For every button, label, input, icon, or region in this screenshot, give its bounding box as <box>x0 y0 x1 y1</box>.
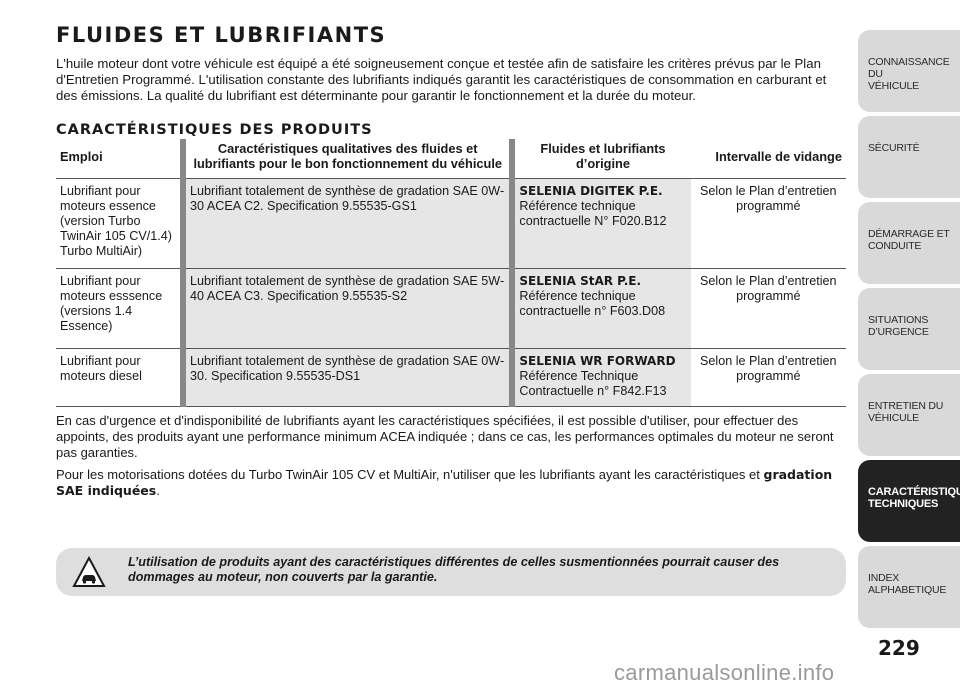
tab-label: ENTRETIEN DU VÉHICULE <box>868 400 944 424</box>
tab-entretien[interactable] <box>858 374 960 456</box>
product-reference: Référence Technique Contractuelle n° F842.F13 <box>519 369 667 398</box>
cell-interval: Selon le Plan d’entretien programmé <box>691 349 846 407</box>
header-caracteristiques: Caractéristiques qualitatives des fluides et lubrifiants pour le bon fonctionnement du véhicule <box>183 139 512 179</box>
cell-use: Lubrifiant pour moteurs essence (version Turbo TwinAir 105 CV/1.4) Turbo MultiAir) <box>56 179 183 269</box>
tab-label: DÉMARRAGE ET CONDUITE <box>868 228 950 252</box>
tab-demarrage[interactable] <box>858 202 960 284</box>
header-intervalle: Intervalle de vidange <box>691 139 846 179</box>
cell-product <box>512 349 690 407</box>
twinair-note-bold: gradation SAE indiquées <box>56 467 833 498</box>
tab-situations-urgence[interactable] <box>858 288 960 370</box>
content-area <box>56 22 846 499</box>
table-row <box>56 269 846 349</box>
twinair-note-end: . <box>156 483 160 498</box>
page-number: 229 <box>878 636 920 660</box>
watermark: carmanualsonline.info <box>614 660 835 685</box>
twinair-note-text: Pour les motorisations dotées du Turbo TwinAir 105 CV et MultiAir, n'utiliser que les lubrifiants ayant les caractéristiques et <box>56 467 760 482</box>
product-name: SELENIA StAR P.E. <box>519 274 642 288</box>
product-name: SELENIA WR FORWARD <box>519 354 676 368</box>
warning-box <box>56 548 846 596</box>
tab-securite[interactable] <box>858 116 960 198</box>
tab-label: INDEX ALPHABETIQUE <box>868 572 947 596</box>
cell-product <box>512 269 690 349</box>
cell-spec: Lubrifiant totalement de synthèse de gradation SAE 0W-30. Specification 9.55535-DS1 <box>183 349 512 407</box>
cell-interval: Selon le Plan d’entretien programmé <box>691 179 846 269</box>
tab-label: SITUATIONS D’URGENCE <box>868 314 929 338</box>
intro-paragraph: L'huile moteur dont votre véhicule est équipé a été soigneusement conçue et testée afin de satisfaire les critères prévus par le Plan d'Entretien Programmé. L'utilisation constante des lubrifiants indiqués garantit les caractéristiques de consommation en carburant et des émissions. La qualité du lubrifiant est déterminante pour garantir le fonctionnement et la durée du moteur. <box>56 56 827 103</box>
warning-text: L’utilisation de produits ayant des caractéristiques différentes de celles susmentionnées pourrait causer des dommages au moteur, non couverts par la garantie. <box>128 555 780 584</box>
tab-connaissance[interactable] <box>858 30 960 112</box>
emergency-note: En cas d'urgence et d'indisponibilité de lubrifiants ayant les caractéristiques spécifiées, il est possible d'utiliser, pour effectuer des appoints, des produits ayant une performance minimum ACEA indiquée ; dans ce cas, les performances optimales du moteur ne seront pas garanties. <box>56 413 834 460</box>
tab-caracteristiques-techniques[interactable] <box>858 460 978 542</box>
twinair-note <box>56 467 846 499</box>
table-header-row <box>56 139 846 179</box>
tab-index[interactable] <box>858 546 960 628</box>
cell-use: Lubrifiant pour moteurs diesel <box>56 349 183 407</box>
car-warning-triangle-icon <box>72 556 106 588</box>
header-fluides: Fluides et lubrifiants d’origine <box>512 139 690 179</box>
tab-label: CONNAISSANCE DU VÉHICULE <box>868 56 950 92</box>
product-name: SELENIA DIGITEK P.E. <box>519 184 663 198</box>
cell-interval: Selon le Plan d’entretien programmé <box>691 269 846 349</box>
chapter-tabs <box>858 30 978 632</box>
tab-label: CARACTÉRISTIQUES TECHNIQUES <box>868 486 978 510</box>
cell-use: Lubrifiant pour moteurs esssence (versions 1.4 Essence) <box>56 269 183 349</box>
cell-spec: Lubrifiant totalement de synthèse de gradation SAE 5W-40 ACEA C3. Specification 9.55535-S2 <box>183 269 512 349</box>
header-emploi: Emploi <box>56 139 183 179</box>
table-row <box>56 349 846 407</box>
product-reference: Référence technique contractuelle n° F603.D08 <box>519 289 666 318</box>
table-row <box>56 179 846 269</box>
cell-product <box>512 179 690 269</box>
page-title: FLUIDES ET LUBRIFIANTS <box>56 23 387 47</box>
section-title: CARACTÉRISTIQUES DES PRODUITS <box>56 122 373 138</box>
product-reference: Référence technique contractuelle N° F020.B12 <box>519 199 667 228</box>
cell-spec: Lubrifiant totalement de synthèse de gradation SAE 0W-30 ACEA C2. Specification 9.55535-GS1 <box>183 179 512 269</box>
product-specs-table <box>56 139 846 407</box>
tab-label: SÉCURITÉ <box>868 142 920 154</box>
